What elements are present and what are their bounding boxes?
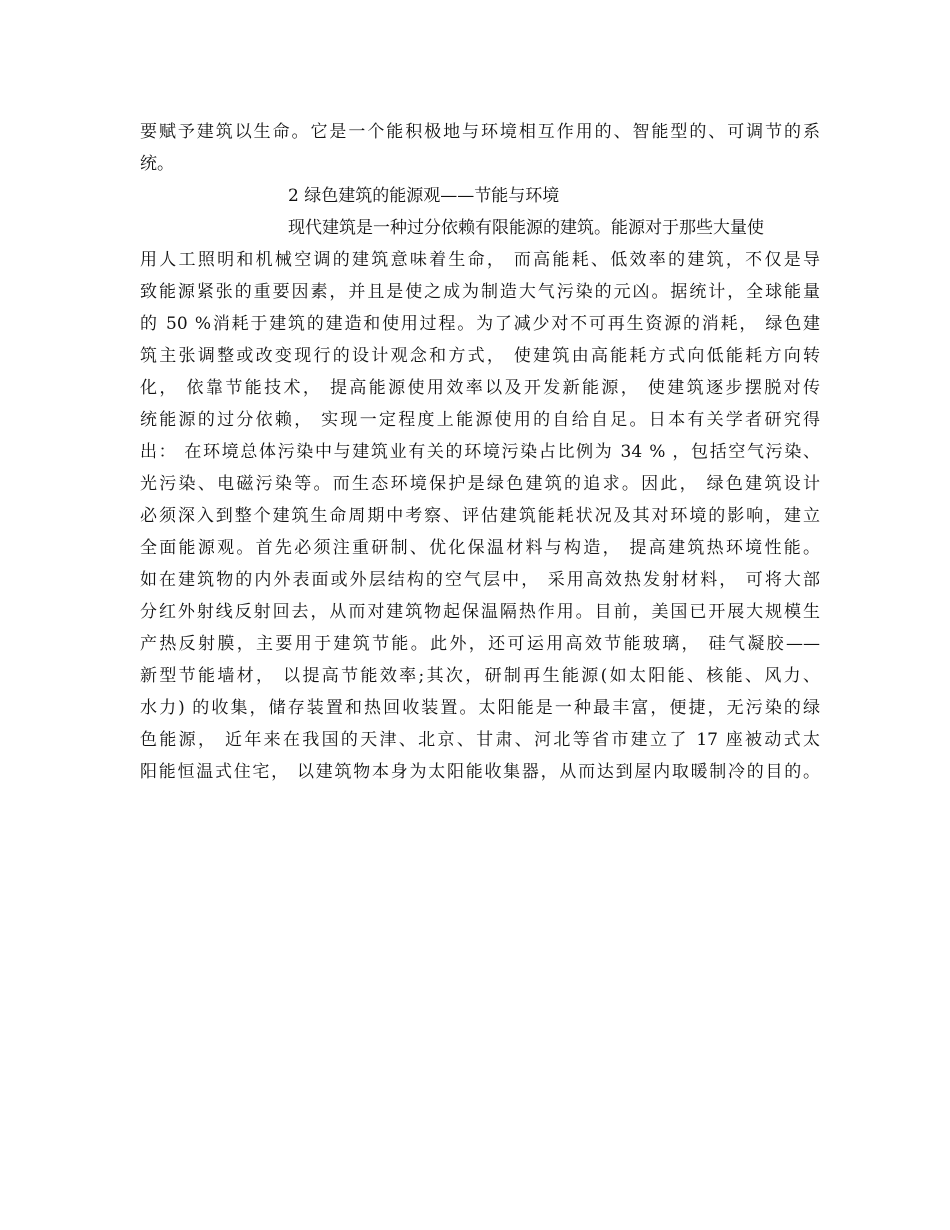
paragraph-line-5: 筑主张调整或改变现行的设计观念和方式， 使建筑由高能耗方式向低能耗方向转 — [140, 346, 820, 366]
paragraph-line-9: 光污染、电磁污染等。而生态环境保护是绿色建筑的追求。因此， 绿色建筑设计 — [140, 474, 820, 494]
paragraph-line-14: 产热反射膜，主要用于建筑节能。此外，还可运用高效节能玻璃， 硅气凝胶—— — [140, 634, 820, 654]
paragraph-line-17: 色能源， 近年来在我国的天津、北京、甘肃、河北等省市建立了 17 座被动式太 — [140, 730, 820, 750]
paragraph-line-2: 用人工照明和机械空调的建筑意味着生命， 而高能耗、低效率的建筑，不仅是导 — [140, 250, 820, 270]
paragraph-line-12: 如在建筑物的内外表面或外层结构的空气层中， 采用高效热发射材料， 可将大部 — [140, 570, 820, 590]
paragraph-line-1: 现代建筑是一种过分依赖有限能源的建筑。能源对于那些大量使 — [288, 218, 764, 238]
paragraph-line-6: 化， 依靠节能技术， 提高能源使用效率以及开发新能源， 使建筑逐步摆脱对传 — [140, 378, 820, 398]
paragraph-line-3: 致能源紧张的重要因素，并且是使之成为制造大气污染的元凶。据统计，全球能量 — [140, 282, 820, 302]
intro-line-1: 要赋予建筑以生命。它是一个能积极地与环境相互作用的、智能型的、可调节的系 — [140, 122, 820, 142]
paragraph-line-4: 的 50 %消耗于建筑的建造和使用过程。为了减少对不可再生资源的消耗， 绿色建 — [140, 314, 820, 334]
paragraph-line-13: 分红外射线反射回去，从而对建筑物起保温隔热作用。目前，美国已开展大规模生 — [140, 602, 820, 622]
section-heading: 2 绿色建筑的能源观——节能与环境 — [288, 186, 560, 206]
paragraph-line-16: 水力) 的收集，储存装置和热回收装置。太阳能是一种最丰富，便捷，无污染的绿 — [140, 698, 820, 718]
paragraph-line-8: 出： 在环境总体污染中与建筑业有关的环境污染占比例为 34 % ，包括空气污染、 — [140, 442, 820, 462]
paragraph-line-7: 统能源的过分依赖， 实现一定程度上能源使用的自给自足。日本有关学者研究得 — [140, 410, 820, 430]
document-body — [140, 116, 820, 788]
paragraph-line-10: 必须深入到整个建筑生命周期中考察、评估建筑能耗状况及其对环境的影响，建立 — [140, 506, 820, 526]
intro-line-2: 统。 — [140, 154, 174, 174]
paragraph-line-18: 阳能恒温式住宅， 以建筑物本身为太阳能收集器，从而达到屋内取暖制冷的目的。 — [140, 762, 820, 782]
paragraph-line-11: 全面能源观。首先必须注重研制、优化保温材料与构造， 提高建筑热环境性能。 — [140, 538, 820, 558]
paragraph-line-15: 新型节能墙材， 以提高节能效率;其次，研制再生能源(如太阳能、核能、风力、 — [140, 666, 820, 686]
